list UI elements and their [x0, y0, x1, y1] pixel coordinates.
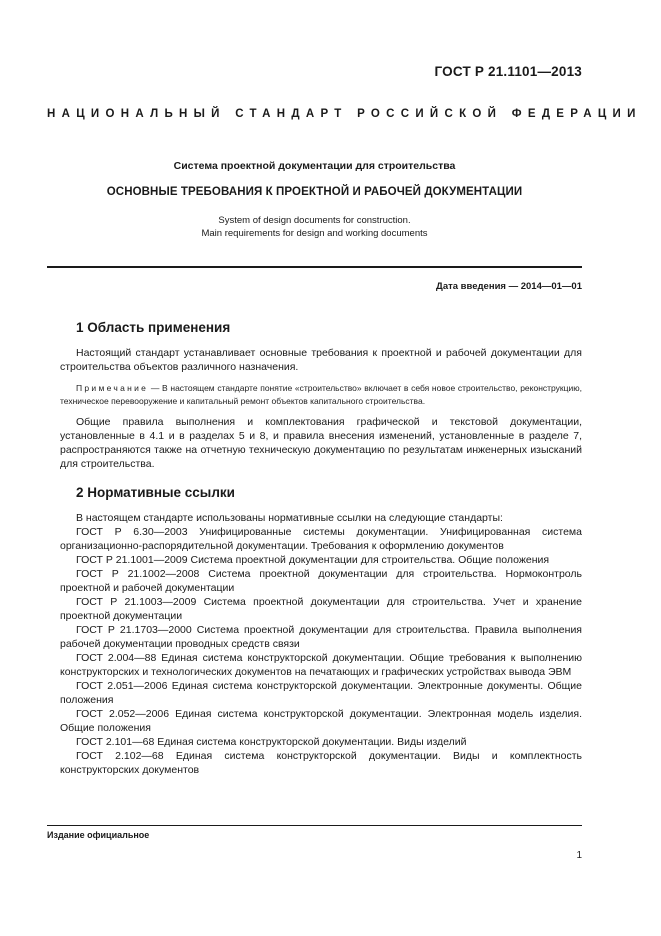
- reference-item: ГОСТ Р 21.1703—2000 Система проектной документации для строительства. Правила выполнения рабочей документации проводных средств связи: [60, 624, 582, 650]
- section-1-paragraph-1: Настоящий стандарт устанавливает основные требования к проектной и рабочей документации для строительства объектов различного назначения.: [60, 347, 582, 373]
- title-divider: [47, 266, 582, 268]
- note-label: Примечание: [76, 383, 149, 393]
- reference-item: ГОСТ 2.101—68 Единая система конструкторской документации. Виды изделий: [76, 736, 467, 748]
- edition-label: Издание официальное: [47, 830, 150, 840]
- reference-item: ГОСТ 2.051—2006 Единая система конструкторской документации. Электронные документы. Общие положения: [60, 680, 582, 706]
- section-1-paragraph-2: Общие правила выполнения и комплектования графической и текстовой документации, установленные в 4.1 и в разделах 5 и 8, и правила внесения изменений, установленные в разделе 7, распространяются также на отчетную техническую документацию по результатам инженерных изысканий для строительства.: [60, 416, 582, 470]
- english-title-line-1: System of design documents for construction.: [218, 215, 411, 226]
- note-text: — В настоящем стандарте понятие «строительство» включает в себя новое строительство, реконструкцию, техническое перевооружение и капитальный ремонт объектов капитального строительства.: [60, 383, 582, 406]
- section-1-note: [60, 382, 582, 407]
- section-1-heading: 1 Область применения: [76, 320, 231, 335]
- reference-item: ГОСТ 2.102—68 Единая система конструкторской документации. Виды и комплектность конструкторских документов: [60, 750, 582, 776]
- section-2-heading: 2 Нормативные ссылки: [76, 485, 235, 500]
- page-number: 1: [576, 850, 582, 861]
- system-title: Система проектной документации для строительства: [173, 160, 456, 172]
- reference-item: ГОСТ Р 21.1003—2009 Система проектной документации для строительства. Учет и хранение проектной документации: [60, 596, 582, 622]
- reference-item: ГОСТ 2.004—88 Единая система конструкторской документации. Общие требования к выполнению конструкторских и технологических документов на печатающих и графических устройствах вывода ЭВМ: [60, 652, 582, 678]
- document-code: ГОСТ Р 21.1101—2013: [434, 64, 582, 79]
- main-title: ОСНОВНЫЕ ТРЕБОВАНИЯ К ПРОЕКТНОЙ И РАБОЧЕЙ ДОКУМЕНТАЦИИ: [106, 186, 523, 198]
- reference-item: ГОСТ Р 21.1001—2009 Система проектной документации для строительства. Общие положения: [76, 554, 550, 566]
- document-body: [60, 320, 582, 777]
- reference-item: ГОСТ 2.052—2006 Единая система конструкторской документации. Электронная модель изделия. Общие положения: [60, 708, 582, 734]
- reference-item: ГОСТ Р 21.1002—2008 Система проектной документации для строительства. Нормоконтроль проектной и рабочей документации: [60, 568, 582, 594]
- footer-divider: [47, 825, 582, 826]
- section-2-intro: В настоящем стандарте использованы нормативные ссылки на следующие стандарты:: [76, 512, 503, 524]
- national-standard-banner: НАЦИОНАЛЬНЫЙ СТАНДАРТ РОССИЙСКОЙ ФЕДЕРАЦИИ: [47, 108, 642, 120]
- english-title-line-2: Main requirements for design and working documents: [201, 228, 428, 239]
- reference-item: ГОСТ Р 6.30—2003 Унифицированные системы документации. Унифицированная система организационно-распорядительной документации. Требования к оформлению документов: [60, 526, 582, 552]
- introduction-date: Дата введения — 2014—01—01: [436, 281, 582, 292]
